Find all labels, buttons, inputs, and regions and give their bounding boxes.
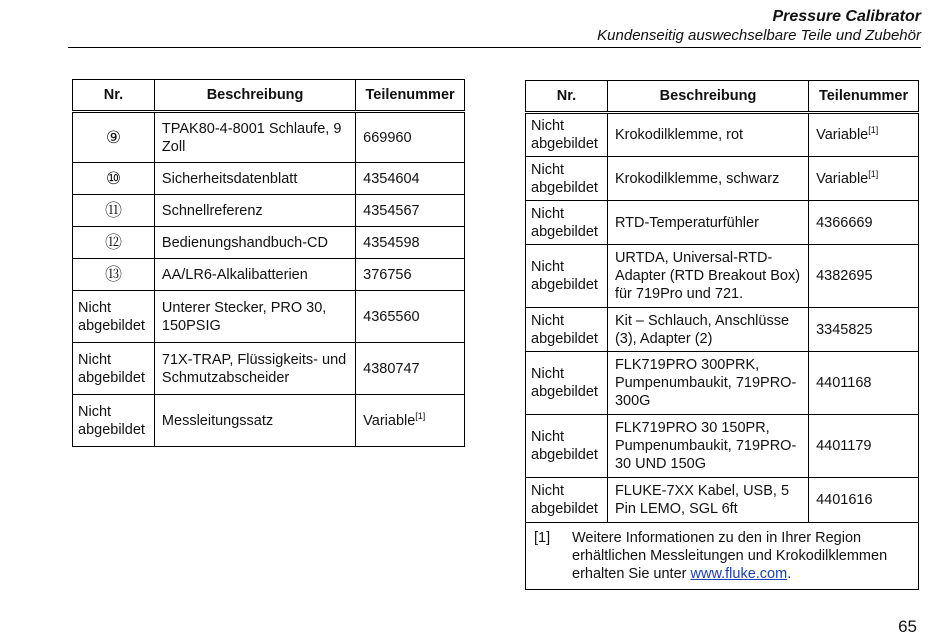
item-number: Nicht abgebildet (73, 291, 155, 343)
part-number: 3345825 (809, 308, 919, 352)
item-description: Kit – Schlauch, Anschlüsse (3), Adapter (2) (607, 308, 808, 352)
table-row (526, 308, 919, 352)
item-description: 71X-TRAP, Flüssigkeits- und Schmutzabscheider (154, 343, 355, 395)
item-description: Bedienungshandbuch-CD (154, 227, 355, 259)
footnote-marker: [1] (415, 410, 426, 421)
item-number: Nicht abgebildet (526, 245, 608, 308)
item-number: Nicht abgebildet (526, 201, 608, 245)
table-row (73, 227, 465, 259)
footnote-row (526, 523, 919, 590)
table-row (73, 259, 465, 291)
item-description: AA/LR6-Alkalibatterien (154, 259, 355, 291)
page-number: 65 (898, 617, 917, 636)
part-number: 4401616 (809, 478, 919, 523)
item-description: Krokodilklemme, schwarz (607, 157, 808, 201)
part-number: 4354604 (356, 163, 465, 195)
footnote (534, 529, 910, 583)
fluke-website-link[interactable]: www.fluke.com (690, 566, 788, 582)
item-description: TPAK80-4-8001 Schlaufe, 9 Zoll (154, 112, 355, 163)
item-description: RTD-Temperaturfühler (607, 201, 808, 245)
item-number: ⑪ (73, 195, 155, 227)
item-description: Messleitungssatz (154, 395, 355, 447)
part-number: 669960 (356, 112, 465, 163)
item-description: Sicherheitsdatenblatt (154, 163, 355, 195)
part-number: 4401179 (809, 415, 919, 478)
part-number-value: Variable (816, 170, 869, 187)
item-number: ⑬ (73, 259, 155, 291)
item-description: FLK719PRO 30 150PR, Pumpenumbaukit, 719PRO-30 UND 150G (607, 415, 808, 478)
table-row (73, 395, 465, 447)
item-number: Nicht abgebildet (73, 395, 155, 447)
table-row (526, 113, 919, 157)
item-description: Krokodilklemme, rot (607, 113, 808, 157)
part-number: 4365560 (356, 291, 465, 343)
item-number: ⑩ (73, 163, 155, 195)
part-number: 376756 (356, 259, 465, 291)
parts-table-right (525, 80, 919, 590)
column-header-part-number: Teilenummer (356, 80, 465, 112)
footnote-end: . (787, 566, 792, 582)
footnote-marker: [1] (868, 125, 879, 136)
table-row (73, 163, 465, 195)
parts-table-left (72, 79, 465, 447)
item-description: FLUKE-7XX Kabel, USB, 5 Pin LEMO, SGL 6ft (607, 478, 808, 523)
column-header-nr: Nr. (526, 81, 608, 113)
part-number (809, 113, 919, 157)
table-header-row (526, 81, 919, 113)
section-title: Kundenseitig auswechselbare Teile und Zubehör (597, 27, 921, 44)
item-number: Nicht abgebildet (73, 343, 155, 395)
part-number-value: Variable (816, 127, 869, 143)
item-description: Unterer Stecker, PRO 30, 150PSIG (154, 291, 355, 343)
part-number (356, 395, 465, 447)
part-number: 4354567 (356, 195, 465, 227)
table-row (526, 415, 919, 478)
column-header-description: Beschreibung (154, 80, 355, 112)
table-header-row (73, 80, 465, 112)
item-description: Schnellreferenz (154, 195, 355, 227)
part-number: 4354598 (356, 227, 465, 259)
footnote-body (572, 529, 910, 583)
table-row (526, 245, 919, 308)
column-header-nr: Nr. (73, 80, 155, 112)
table-row (526, 352, 919, 415)
header-rule (68, 47, 921, 48)
item-number: ⑫ (73, 227, 155, 259)
part-number: 4380747 (356, 343, 465, 395)
part-number: 4382695 (809, 245, 919, 308)
item-number: Nicht abgebildet (526, 352, 608, 415)
item-description: URTDA, Universal-RTD-Adapter (RTD Breakout Box) für 719Pro und 721. (607, 245, 808, 308)
table-row (526, 201, 919, 245)
item-number: ⑨ (73, 112, 155, 163)
part-number: 4366669 (809, 201, 919, 245)
footnote-text: Weitere Informationen zu den in Ihrer Region erhältlichen Messleitungen und Krokodilklemmen erhalten Sie unter (572, 530, 888, 582)
table-row (73, 195, 465, 227)
table-row (526, 157, 919, 201)
part-number (809, 157, 919, 201)
footnote-marker: [1] (868, 168, 879, 179)
table-row (526, 478, 919, 523)
table-row (73, 343, 465, 395)
item-number: Nicht abgebildet (526, 478, 608, 523)
column-header-part-number: Teilenummer (809, 81, 919, 113)
column-header-description: Beschreibung (607, 81, 808, 113)
item-number: Nicht abgebildet (526, 157, 608, 201)
item-number: Nicht abgebildet (526, 415, 608, 478)
item-number: Nicht abgebildet (526, 308, 608, 352)
item-description: FLK719PRO 300PRK, Pumpenumbaukit, 719PRO-300G (607, 352, 808, 415)
part-number-value: Variable (363, 412, 416, 429)
table-row (73, 112, 465, 163)
part-number: 4401168 (809, 352, 919, 415)
doc-title: Pressure Calibrator (772, 8, 921, 25)
table-row (73, 291, 465, 343)
footnote-ref: [1] (534, 530, 551, 546)
item-number: Nicht abgebildet (526, 113, 608, 157)
footnote-cell (526, 523, 919, 590)
